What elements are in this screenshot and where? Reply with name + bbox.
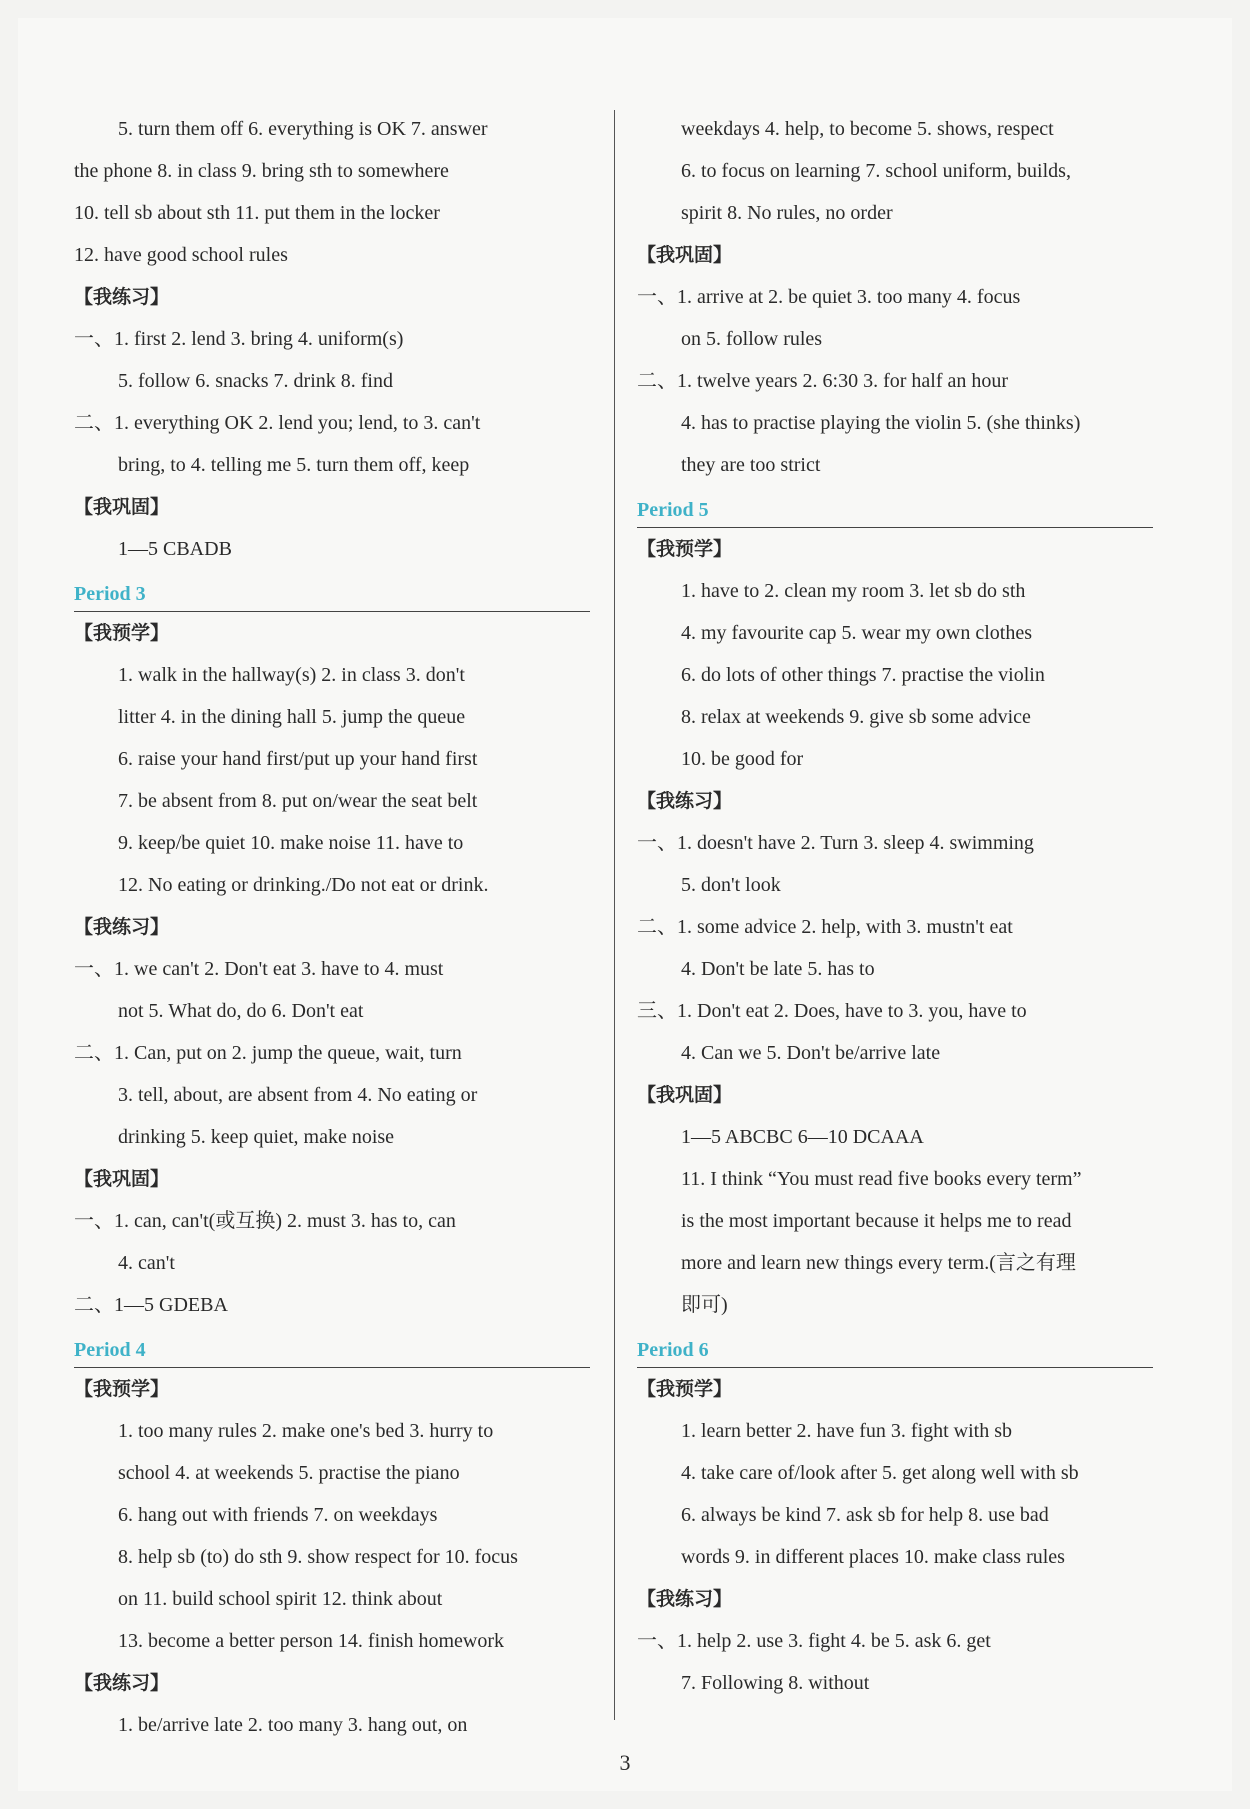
answer-line: 6. hang out with friends 7. on weekdays — [118, 1504, 438, 1526]
answer-line: 一、1. can, can't(或互换) 2. must 3. has to, can — [74, 1210, 456, 1232]
answer-line: is the most important because it helps me to read — [681, 1210, 1072, 1232]
answer-line: 12. have good school rules — [74, 244, 288, 266]
page-number: 3 — [619, 1750, 631, 1775]
answer-line: 10. be good for — [681, 748, 804, 770]
answer-line: 一、1. we can't 2. Don't eat 3. have to 4. must — [74, 958, 444, 980]
answer-line: 6. raise your hand first/put up your hand first — [118, 748, 478, 770]
answer-line: 三、1. Don't eat 2. Does, have to 3. you, have to — [637, 1000, 1027, 1022]
answer-line: 6. always be kind 7. ask sb for help 8. use bad — [681, 1504, 1049, 1526]
answer-line: 8. relax at weekends 9. give sb some advice — [681, 706, 1031, 728]
answer-line: 4. Don't be late 5. has to — [681, 958, 875, 980]
answer-line: 5. follow 6. snacks 7. drink 8. find — [118, 370, 393, 392]
answer-line: 二、1. everything OK 2. lend you; lend, to 3. can't — [74, 412, 481, 434]
answer-line: 1—5 ABCBC 6—10 DCAAA — [681, 1126, 924, 1148]
answer-line: drinking 5. keep quiet, make noise — [118, 1126, 395, 1148]
section-heading: 【我巩固】 — [637, 1084, 733, 1106]
answer-line: 1—5 CBADB — [118, 538, 232, 560]
answer-line: 一、1. first 2. lend 3. bring 4. uniform(s) — [74, 328, 404, 350]
answer-line: 3. tell, about, are absent from 4. No eating or — [118, 1084, 478, 1106]
answer-line: 二、1. twelve years 2. 6:30 3. for half an hour — [637, 370, 1009, 392]
answer-line: 1. have to 2. clean my room 3. let sb do sth — [681, 580, 1026, 602]
section-heading: 【我练习】 — [637, 1588, 733, 1610]
left-column — [74, 108, 590, 1746]
right-column — [637, 108, 1153, 1704]
answer-line: the phone 8. in class 9. bring sth to somewhere — [74, 160, 449, 182]
answer-line: 4. my favourite cap 5. wear my own clothes — [681, 622, 1033, 644]
answer-line: 1. learn better 2. have fun 3. fight with sb — [681, 1420, 1013, 1442]
answer-line: spirit 8. No rules, no order — [681, 202, 893, 224]
answer-line: more and learn new things every term.(言之有理 — [681, 1252, 1076, 1274]
section-heading: 【我巩固】 — [637, 244, 733, 266]
answer-line: 1. be/arrive late 2. too many 3. hang out, on — [118, 1714, 468, 1736]
answer-line: litter 4. in the dining hall 5. jump the queue — [118, 706, 466, 728]
answer-line: 4. Can we 5. Don't be/arrive late — [681, 1042, 941, 1064]
section-heading: 【我预学】 — [74, 622, 170, 644]
period-heading: Period 3 — [74, 570, 590, 612]
answer-line: on 5. follow rules — [681, 328, 823, 350]
answer-line: 1. too many rules 2. make one's bed 3. hurry to — [118, 1420, 494, 1442]
section-heading: 【我练习】 — [74, 286, 170, 308]
answer-line: 4. has to practise playing the violin 5. (she thinks) — [681, 412, 1081, 434]
answer-line: 二、1. some advice 2. help, with 3. mustn't eat — [637, 916, 1013, 938]
section-heading: 【我巩固】 — [74, 496, 170, 518]
answer-line: 9. keep/be quiet 10. make noise 11. have to — [118, 832, 464, 854]
answer-line: 5. turn them off 6. everything is OK 7. answer — [118, 118, 488, 140]
answer-line: 6. to focus on learning 7. school uniform, builds, — [681, 160, 1071, 182]
answer-line: 12. No eating or drinking./Do not eat or drink. — [118, 874, 489, 896]
answer-line: 11. I think “You must read five books every term” — [681, 1168, 1082, 1190]
section-heading: 【我预学】 — [637, 538, 733, 560]
section-heading: 【我预学】 — [74, 1378, 170, 1400]
section-heading: 【我练习】 — [74, 1672, 170, 1694]
answer-line: bring, to 4. telling me 5. turn them off, keep — [118, 454, 470, 476]
answer-line: 一、1. help 2. use 3. fight 4. be 5. ask 6. get — [637, 1630, 991, 1652]
answer-line: 8. help sb (to) do sth 9. show respect for 10. focus — [118, 1546, 518, 1568]
period-heading: Period 6 — [637, 1326, 1153, 1368]
period-heading: Period 4 — [74, 1326, 590, 1368]
answer-line: 1. walk in the hallway(s) 2. in class 3. don't — [118, 664, 465, 686]
section-heading: 【我练习】 — [637, 790, 733, 812]
answer-line: words 9. in different places 10. make class rules — [681, 1546, 1065, 1568]
answer-line: 5. don't look — [681, 874, 781, 896]
answer-line: 一、1. arrive at 2. be quiet 3. too many 4. focus — [637, 286, 1021, 308]
period-heading: Period 5 — [637, 486, 1153, 528]
section-heading: 【我巩固】 — [74, 1168, 170, 1190]
answer-line: weekdays 4. help, to become 5. shows, respect — [681, 118, 1054, 140]
answer-line: 7. Following 8. without — [681, 1672, 870, 1694]
answer-line: 6. do lots of other things 7. practise the violin — [681, 664, 1045, 686]
section-heading: 【我预学】 — [637, 1378, 733, 1400]
answer-line: 13. become a better person 14. finish homework — [118, 1630, 505, 1652]
column-divider — [614, 110, 615, 1720]
answer-line: 4. take care of/look after 5. get along well with sb — [681, 1462, 1079, 1484]
answer-line: 二、1—5 GDEBA — [74, 1294, 228, 1316]
answer-line: 二、1. Can, put on 2. jump the queue, wait, turn — [74, 1042, 462, 1064]
answer-line: they are too strict — [681, 454, 821, 476]
section-heading: 【我练习】 — [74, 916, 170, 938]
answer-line: 一、1. doesn't have 2. Turn 3. sleep 4. swimming — [637, 832, 1034, 854]
answer-line: 10. tell sb about sth 11. put them in the locker — [74, 202, 440, 224]
answer-line: not 5. What do, do 6. Don't eat — [118, 1000, 364, 1022]
answer-line: 7. be absent from 8. put on/wear the seat belt — [118, 790, 478, 812]
answer-line: on 11. build school spirit 12. think about — [118, 1588, 443, 1610]
answer-line: 即可) — [681, 1294, 728, 1316]
answer-line: school 4. at weekends 5. practise the piano — [118, 1462, 460, 1484]
answer-line: 4. can't — [118, 1252, 175, 1274]
